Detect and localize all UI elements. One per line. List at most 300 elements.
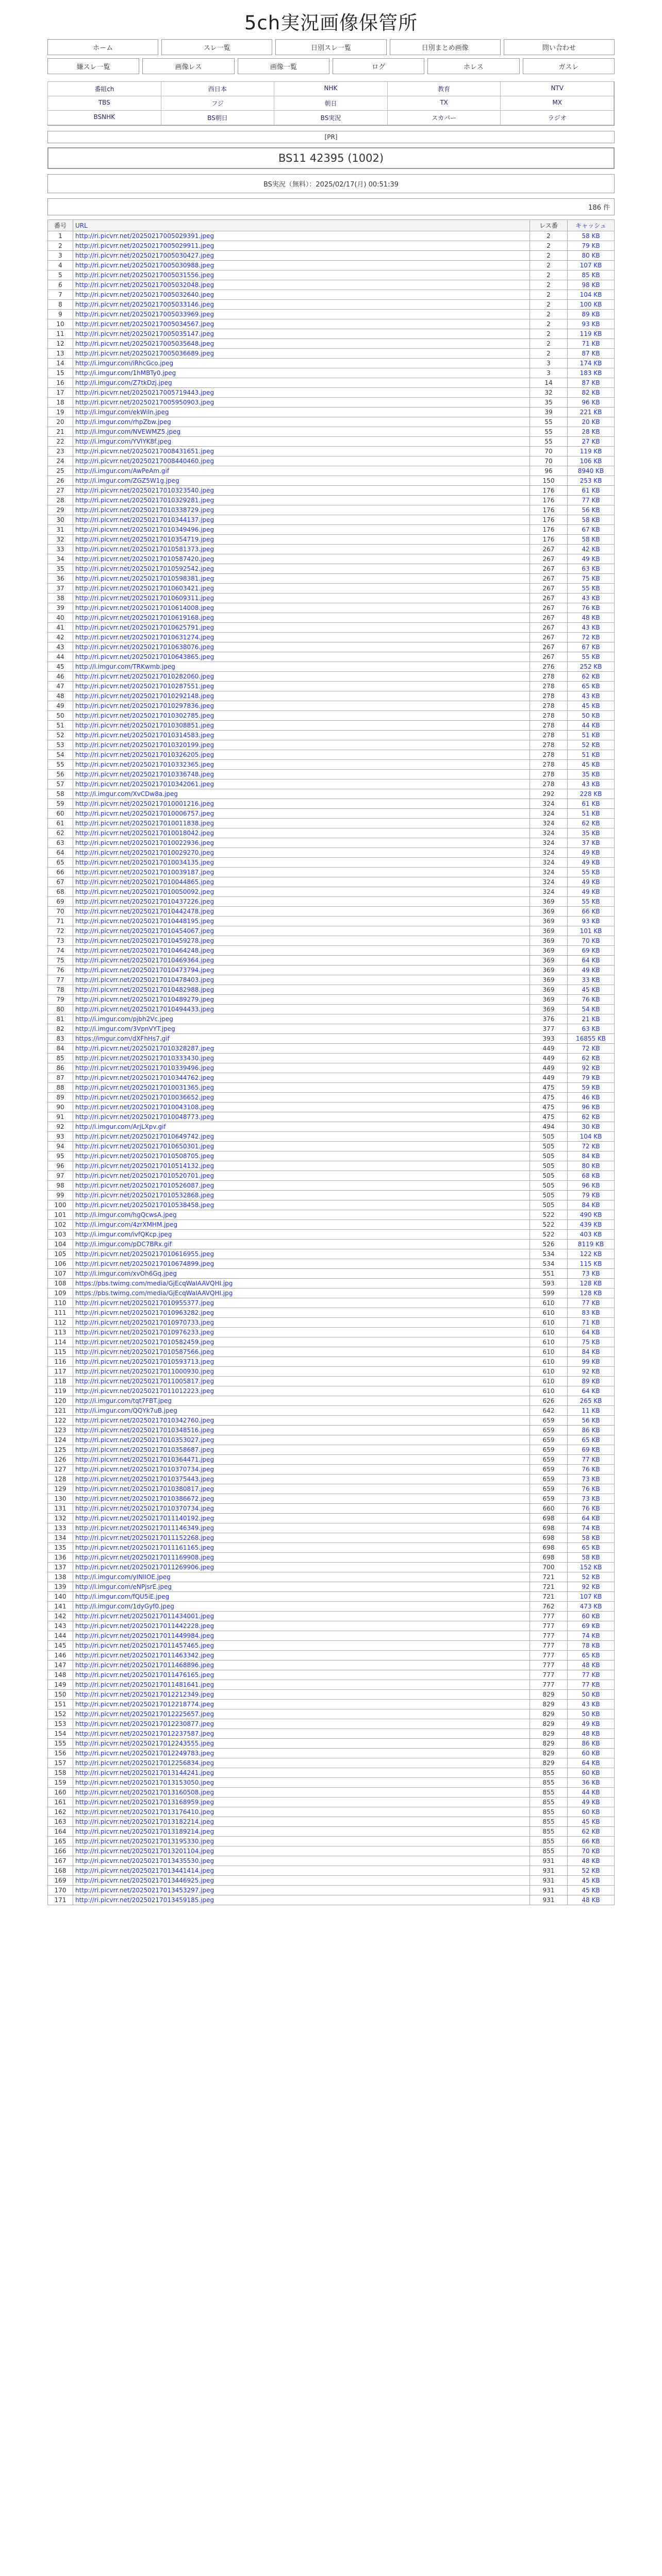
row-url[interactable]: http://ri.picvrr.net/20250217005030427.jpeg [73,251,530,261]
row-url[interactable]: http://ri.picvrr.net/20250217012212349.jpeg [73,1690,530,1700]
row-url[interactable]: http://ri.picvrr.net/20250217012243555.jpeg [73,1739,530,1749]
row-cache[interactable]: 92 KB [568,1582,615,1592]
row-url[interactable]: http://ri.picvrr.net/20250217013144241.jpeg [73,1768,530,1778]
row-cache[interactable]: 71 KB [568,339,615,349]
row-cache[interactable]: 80 KB [568,1161,615,1171]
row-cache[interactable]: 73 KB [568,1475,615,1484]
row-cache[interactable]: 56 KB [568,1416,615,1426]
row-url[interactable]: http://ri.picvrr.net/20250217010314583.jpeg [73,731,530,740]
row-url[interactable]: http://ri.picvrr.net/20250217008431651.jpeg [73,447,530,456]
row-url[interactable]: http://i.imgur.com/4zrXMHM.jpeg [73,1220,530,1230]
board-link[interactable]: フジ [161,96,275,111]
row-url[interactable]: http://ri.picvrr.net/20250217010344762.jpeg [73,1073,530,1083]
row-url[interactable]: http://ri.picvrr.net/20250217010963282.jpeg [73,1308,530,1318]
row-cache[interactable]: 87 KB [568,378,615,388]
row-cache[interactable]: 54 KB [568,1005,615,1014]
row-url[interactable]: http://ri.picvrr.net/20250217013176410.jpeg [73,1807,530,1817]
row-url[interactable]: http://ri.picvrr.net/20250217010380817.jpeg [73,1484,530,1494]
board-link[interactable]: BS実況 [274,110,388,125]
row-url[interactable]: http://ri.picvrr.net/20250217013446925.jpeg [73,1876,530,1886]
row-url[interactable]: http://ri.picvrr.net/20250217010532868.jpeg [73,1191,530,1200]
row-url[interactable]: http://ri.picvrr.net/20250217011468896.jpeg [73,1660,530,1670]
row-cache[interactable]: 49 KB [568,848,615,858]
row-cache[interactable]: 100 KB [568,300,615,310]
row-cache[interactable]: 58 KB [568,535,615,545]
row-url[interactable]: http://ri.picvrr.net/20250217010287551.jpeg [73,682,530,691]
row-url[interactable]: http://i.imgur.com/YVlYK8f.jpeg [73,437,530,447]
row-url[interactable]: http://ri.picvrr.net/20250217010459278.jpeg [73,936,530,946]
row-cache[interactable]: 76 KB [568,1465,615,1475]
row-url[interactable]: http://i.imgur.com/hgQcwsA.jpeg [73,1210,530,1220]
row-url[interactable]: http://ri.picvrr.net/20250217013153050.jpeg [73,1778,530,1788]
row-cache[interactable]: 72 KB [568,1142,615,1151]
row-url[interactable]: http://ri.picvrr.net/20250217010643865.jpeg [73,652,530,662]
board-link[interactable]: TX [387,96,501,111]
row-url[interactable]: http://i.imgur.com/xvOh6Gq.jpeg [73,1269,530,1279]
row-cache[interactable]: 60 KB [568,1612,615,1621]
row-cache[interactable]: 49 KB [568,1719,615,1729]
row-cache[interactable]: 45 KB [568,1817,615,1827]
nav2-button-3[interactable]: ログ [333,58,424,74]
row-cache[interactable]: 55 KB [568,897,615,907]
row-cache[interactable]: 50 KB [568,711,615,721]
row-cache[interactable]: 45 KB [568,1886,615,1895]
row-url[interactable]: http://ri.picvrr.net/20250217010338729.jpeg [73,505,530,515]
row-url[interactable]: http://ri.picvrr.net/20250217010478403.jpeg [73,975,530,985]
row-url[interactable]: http://ri.picvrr.net/20250217011161165.jpeg [73,1543,530,1553]
row-url[interactable]: http://i.imgur.com/rhpZbw.jpeg [73,417,530,427]
row-cache[interactable]: 33 KB [568,975,615,985]
row-url[interactable]: http://ri.picvrr.net/20250217010006757.jpeg [73,809,530,819]
row-cache[interactable]: 59 KB [568,1083,615,1093]
row-url[interactable]: http://ri.picvrr.net/20250217013201104.jpeg [73,1846,530,1856]
row-cache[interactable]: 55 KB [568,868,615,877]
row-cache[interactable]: 62 KB [568,1827,615,1837]
row-cache[interactable]: 93 KB [568,319,615,329]
row-url[interactable]: http://ri.picvrr.net/20250217010592542.jpeg [73,564,530,574]
row-url[interactable]: http://ri.picvrr.net/20250217010482988.jpeg [73,985,530,995]
board-link[interactable]: 教育 [387,81,501,96]
row-url[interactable]: http://ri.picvrr.net/20250217013453297.jpeg [73,1886,530,1895]
row-cache[interactable]: 77 KB [568,1670,615,1680]
row-cache[interactable]: 8940 KB [568,466,615,476]
row-url[interactable]: http://ri.picvrr.net/20250217012237587.jpeg [73,1729,530,1739]
row-cache[interactable]: 104 KB [568,1132,615,1142]
row-cache[interactable]: 36 KB [568,1778,615,1788]
row-cache[interactable]: 65 KB [568,682,615,691]
row-cache[interactable]: 74 KB [568,1631,615,1641]
row-cache[interactable]: 50 KB [568,1690,615,1700]
row-cache[interactable]: 45 KB [568,985,615,995]
row-cache[interactable]: 174 KB [568,359,615,368]
row-url[interactable]: http://ri.picvrr.net/20250217010603421.jpeg [73,584,530,594]
row-url[interactable]: http://ri.picvrr.net/20250217011152268.jpeg [73,1533,530,1543]
row-cache[interactable]: 46 KB [568,1093,615,1103]
row-url[interactable]: http://ri.picvrr.net/20250217010587566.jpeg [73,1347,530,1357]
row-cache[interactable]: 30 KB [568,1122,615,1132]
row-url[interactable]: http://ri.picvrr.net/20250217005719443.jpeg [73,388,530,398]
row-url[interactable]: http://ri.picvrr.net/20250217010018042.jpeg [73,828,530,838]
row-url[interactable]: http://i.imgur.com/1dyGyf0.jpeg [73,1602,530,1612]
row-cache[interactable]: 106 KB [568,456,615,466]
row-url[interactable]: http://ri.picvrr.net/20250217005029911.jpeg [73,241,530,251]
row-url[interactable]: http://ri.picvrr.net/20250217010329281.jpeg [73,496,530,505]
row-cache[interactable]: 119 KB [568,447,615,456]
row-url[interactable]: http://ri.picvrr.net/20250217010473794.jpeg [73,965,530,975]
row-url[interactable]: http://i.imgur.com/pjbh2Vc.jpeg [73,1014,530,1024]
row-cache[interactable]: 84 KB [568,1347,615,1357]
row-cache[interactable]: 52 KB [568,1866,615,1876]
nav-button-2[interactable]: 日別スレ一覧 [275,39,386,55]
row-cache[interactable]: 65 KB [568,1651,615,1660]
row-cache[interactable]: 49 KB [568,877,615,887]
row-cache[interactable]: 128 KB [568,1289,615,1298]
row-url[interactable]: http://ri.picvrr.net/20250217013441414.jpeg [73,1866,530,1876]
row-url[interactable]: http://i.imgur.com/AwPeAm.gif [73,466,530,476]
row-cache[interactable]: 58 KB [568,1533,615,1543]
row-cache[interactable]: 48 KB [568,1856,615,1866]
row-cache[interactable]: 84 KB [568,1200,615,1210]
row-cache[interactable]: 43 KB [568,779,615,789]
row-cache[interactable]: 8119 KB [568,1240,615,1249]
row-cache[interactable]: 104 KB [568,290,615,300]
row-url[interactable]: http://ri.picvrr.net/20250217010353027.jpeg [73,1435,530,1445]
row-url[interactable]: http://ri.picvrr.net/20250217010354719.jpeg [73,535,530,545]
row-url[interactable]: http://ri.picvrr.net/20250217011169908.jpeg [73,1553,530,1563]
row-url[interactable]: http://i.imgur.com/XvCDw8a.jpeg [73,789,530,799]
board-link[interactable]: BSNHK [47,110,161,125]
row-url[interactable]: http://ri.picvrr.net/20250217010514132.jpeg [73,1161,530,1171]
row-url[interactable]: http://ri.picvrr.net/20250217010326205.jpeg [73,750,530,760]
row-url[interactable]: http://ri.picvrr.net/20250217011005817.jpeg [73,1377,530,1386]
row-cache[interactable]: 43 KB [568,594,615,603]
row-cache[interactable]: 74 KB [568,1523,615,1533]
row-cache[interactable]: 152 KB [568,1563,615,1572]
row-cache[interactable]: 62 KB [568,1112,615,1122]
row-url[interactable]: http://ri.picvrr.net/20250217010034135.jpeg [73,858,530,868]
row-url[interactable]: http://ri.picvrr.net/20250217005035648.jpeg [73,339,530,349]
row-cache[interactable]: 56 KB [568,505,615,515]
row-url[interactable]: http://ri.picvrr.net/20250217010302785.jpeg [73,711,530,721]
row-url[interactable]: http://ri.picvrr.net/20250217013160508.jpeg [73,1788,530,1798]
row-cache[interactable]: 42 KB [568,545,615,554]
row-url[interactable]: http://ri.picvrr.net/20250217010332365.jpeg [73,760,530,770]
row-url[interactable]: http://ri.picvrr.net/20250217010370734.jpeg [73,1504,530,1514]
row-cache[interactable]: 75 KB [568,574,615,584]
row-url[interactable]: http://ri.picvrr.net/20250217010616955.jpeg [73,1249,530,1259]
row-url[interactable]: http://ri.picvrr.net/20250217010044865.jpeg [73,877,530,887]
row-cache[interactable]: 67 KB [568,525,615,535]
row-cache[interactable]: 64 KB [568,956,615,965]
row-url[interactable]: http://ri.picvrr.net/20250217011481641.jpeg [73,1680,530,1690]
row-url[interactable]: http://ri.picvrr.net/20250217010339496.jpeg [73,1063,530,1073]
row-cache[interactable]: 128 KB [568,1279,615,1289]
row-cache[interactable]: 77 KB [568,1680,615,1690]
row-url[interactable]: http://ri.picvrr.net/20250217010048773.jpeg [73,1112,530,1122]
row-url[interactable]: http://i.imgur.com/ArjLXpv.gif [73,1122,530,1132]
row-cache[interactable]: 70 KB [568,936,615,946]
row-url[interactable]: http://ri.picvrr.net/20250217010050092.jpeg [73,887,530,897]
row-url[interactable]: http://i.imgur.com/Z7tkDzj.jpeg [73,378,530,388]
row-url[interactable]: http://ri.picvrr.net/20250217013189214.jpeg [73,1827,530,1837]
row-url[interactable]: http://ri.picvrr.net/20250217011457465.jpeg [73,1641,530,1651]
row-cache[interactable]: 37 KB [568,838,615,848]
row-url[interactable]: http://ri.picvrr.net/20250217005035147.jpeg [73,329,530,339]
row-cache[interactable]: 84 KB [568,1151,615,1161]
row-url[interactable]: http://ri.picvrr.net/20250217010031365.jpeg [73,1083,530,1093]
row-cache[interactable]: 65 KB [568,1543,615,1553]
row-url[interactable]: https://imgur.com/dXFhHs7.gif [73,1034,530,1044]
row-cache[interactable]: 66 KB [568,1837,615,1846]
row-url[interactable]: http://ri.picvrr.net/20250217011146349.jpeg [73,1523,530,1533]
row-cache[interactable]: 115 KB [568,1259,615,1269]
row-cache[interactable]: 48 KB [568,1729,615,1739]
row-url[interactable]: http://ri.picvrr.net/20250217005032048.jpeg [73,280,530,290]
nav-button-3[interactable]: 日別まとめ画像 [390,39,501,55]
row-url[interactable]: http://ri.picvrr.net/20250217005036689.jpeg [73,349,530,359]
row-cache[interactable]: 85 KB [568,270,615,280]
row-url[interactable]: http://i.imgur.com/iRhcGco.jpeg [73,359,530,368]
row-cache[interactable]: 69 KB [568,1621,615,1631]
row-url[interactable]: http://ri.picvrr.net/20250217010614008.jpeg [73,603,530,613]
row-url[interactable]: http://ri.picvrr.net/20250217010039187.jpeg [73,868,530,877]
row-url[interactable]: http://ri.picvrr.net/20250217010370734.jpeg [73,1465,530,1475]
row-cache[interactable]: 27 KB [568,437,615,447]
row-url[interactable]: http://ri.picvrr.net/20250217010494433.jpeg [73,1005,530,1014]
row-cache[interactable]: 51 KB [568,731,615,740]
row-url[interactable]: http://i.imgur.com/NVEWMZ5.jpeg [73,427,530,437]
row-url[interactable]: http://ri.picvrr.net/20250217005030988.jpeg [73,261,530,270]
board-link[interactable]: 番組ch [47,81,161,96]
row-cache[interactable]: 82 KB [568,388,615,398]
row-cache[interactable]: 64 KB [568,1386,615,1396]
row-cache[interactable]: 473 KB [568,1602,615,1612]
row-cache[interactable]: 72 KB [568,1044,615,1054]
row-cache[interactable]: 48 KB [568,1895,615,1905]
row-url[interactable]: http://ri.picvrr.net/20250217010364471.jpeg [73,1455,530,1465]
row-url[interactable]: https://pbs.twimg.com/media/GjEcqWaIAAVQHI.jpg [73,1289,530,1298]
row-url[interactable]: http://ri.picvrr.net/20250217010442478.jpeg [73,907,530,917]
row-cache[interactable]: 92 KB [568,1063,615,1073]
nav2-button-5[interactable]: ガスレ [523,58,615,74]
row-cache[interactable]: 78 KB [568,1641,615,1651]
row-cache[interactable]: 71 KB [568,1318,615,1328]
row-cache[interactable]: 80 KB [568,251,615,261]
row-url[interactable]: http://ri.picvrr.net/20250217010593713.jpeg [73,1357,530,1367]
row-url[interactable]: http://ri.picvrr.net/20250217010336748.jpeg [73,770,530,779]
nav2-button-2[interactable]: 画像一覧 [238,58,329,74]
row-cache[interactable]: 92 KB [568,1367,615,1377]
row-url[interactable]: http://ri.picvrr.net/20250217010029270.jpeg [73,848,530,858]
row-cache[interactable]: 72 KB [568,633,615,642]
row-url[interactable]: http://i.imgur.com/tqt7FBT.jpeg [73,1396,530,1406]
row-url[interactable]: http://ri.picvrr.net/20250217013435530.jpeg [73,1856,530,1866]
row-url[interactable]: http://ri.picvrr.net/20250217010976233.jpeg [73,1328,530,1337]
row-url[interactable]: http://ri.picvrr.net/20250217012249783.jpeg [73,1749,530,1758]
row-url[interactable]: http://ri.picvrr.net/20250217010638076.jpeg [73,642,530,652]
row-cache[interactable]: 58 KB [568,1553,615,1563]
row-url[interactable]: http://ri.picvrr.net/20250217011449984.jpeg [73,1631,530,1641]
row-url[interactable]: http://ri.picvrr.net/20250217010625791.jpeg [73,623,530,633]
nav-button-0[interactable]: ホーム [47,39,158,55]
row-url[interactable]: http://ri.picvrr.net/20250217013168959.jpeg [73,1798,530,1807]
row-cache[interactable]: 55 KB [568,584,615,594]
row-url[interactable]: http://ri.picvrr.net/20250217010598381.jpeg [73,574,530,584]
row-url[interactable]: http://ri.picvrr.net/20250217010022936.jpeg [73,838,530,848]
row-url[interactable]: http://ri.picvrr.net/20250217010674899.jpeg [73,1259,530,1269]
row-url[interactable]: http://ri.picvrr.net/20250217012225657.jpeg [73,1709,530,1719]
row-cache[interactable]: 61 KB [568,799,615,809]
row-cache[interactable]: 228 KB [568,789,615,799]
row-url[interactable]: http://ri.picvrr.net/20250217010297836.jpeg [73,701,530,711]
row-cache[interactable]: 89 KB [568,1377,615,1386]
row-url[interactable]: http://ri.picvrr.net/20250217010437226.jpeg [73,897,530,907]
row-cache[interactable]: 76 KB [568,603,615,613]
row-cache[interactable]: 99 KB [568,1357,615,1367]
row-cache[interactable]: 51 KB [568,809,615,819]
row-url[interactable]: http://ri.picvrr.net/20250217012256834.jpeg [73,1758,530,1768]
row-cache[interactable]: 49 KB [568,1798,615,1807]
row-cache[interactable]: 48 KB [568,613,615,623]
row-cache[interactable]: 107 KB [568,1592,615,1602]
row-url[interactable]: http://ri.picvrr.net/20250217012218774.jpeg [73,1700,530,1709]
row-cache[interactable]: 64 KB [568,1758,615,1768]
row-cache[interactable]: 89 KB [568,310,615,319]
row-url[interactable]: http://ri.picvrr.net/20250217010631274.jpeg [73,633,530,642]
row-cache[interactable]: 50 KB [568,1709,615,1719]
row-cache[interactable]: 86 KB [568,1426,615,1435]
row-cache[interactable]: 43 KB [568,691,615,701]
row-url[interactable]: http://ri.picvrr.net/20250217005034567.jpeg [73,319,530,329]
row-url[interactable]: http://ri.picvrr.net/20250217010344137.jpeg [73,515,530,525]
row-url[interactable]: http://ri.picvrr.net/20250217013459185.jpeg [73,1895,530,1905]
row-cache[interactable]: 62 KB [568,1054,615,1063]
row-cache[interactable]: 49 KB [568,554,615,564]
row-cache[interactable]: 44 KB [568,721,615,731]
row-url[interactable]: http://i.imgur.com/QQYk7uB.jpeg [73,1406,530,1416]
row-cache[interactable]: 62 KB [568,672,615,682]
row-cache[interactable]: 68 KB [568,1171,615,1181]
row-url[interactable]: http://ri.picvrr.net/20250217010342760.jpeg [73,1416,530,1426]
row-url[interactable]: http://ri.picvrr.net/20250217010328287.jpeg [73,1044,530,1054]
row-cache[interactable]: 79 KB [568,1191,615,1200]
row-url[interactable]: http://ri.picvrr.net/20250217012230877.jpeg [73,1719,530,1729]
row-cache[interactable]: 79 KB [568,241,615,251]
row-url[interactable]: http://ri.picvrr.net/20250217005950903.jpeg [73,398,530,408]
row-url[interactable]: http://ri.picvrr.net/20250217005031556.jpeg [73,270,530,280]
row-cache[interactable]: 122 KB [568,1249,615,1259]
row-url[interactable]: http://ri.picvrr.net/20250217010282060.jpeg [73,672,530,682]
row-cache[interactable]: 65 KB [568,1435,615,1445]
row-cache[interactable]: 265 KB [568,1396,615,1406]
row-cache[interactable]: 55 KB [568,652,615,662]
row-url[interactable]: http://ri.picvrr.net/20250217010043108.jpeg [73,1103,530,1112]
row-cache[interactable]: 96 KB [568,1181,615,1191]
row-url[interactable]: http://i.imgur.com/ZGZ5W1g.jpeg [73,476,530,486]
row-cache[interactable]: 45 KB [568,1876,615,1886]
row-cache[interactable]: 75 KB [568,1337,615,1347]
row-cache[interactable]: 35 KB [568,770,615,779]
row-cache[interactable]: 43 KB [568,623,615,633]
row-url[interactable]: http://ri.picvrr.net/20250217010619168.jpeg [73,613,530,623]
row-url[interactable]: http://i.imgur.com/yINlIOE.jpeg [73,1572,530,1582]
row-cache[interactable]: 60 KB [568,1768,615,1778]
row-cache[interactable]: 49 KB [568,965,615,975]
row-cache[interactable]: 73 KB [568,1494,615,1504]
row-url[interactable]: http://ri.picvrr.net/20250217010609311.jpeg [73,594,530,603]
row-url[interactable]: http://ri.picvrr.net/20250217010358687.jpeg [73,1445,530,1455]
row-cache[interactable]: 77 KB [568,1298,615,1308]
row-url[interactable]: http://ri.picvrr.net/20250217010448195.jpeg [73,917,530,926]
row-cache[interactable]: 11 KB [568,1406,615,1416]
row-url[interactable]: http://ri.picvrr.net/20250217010587420.jpeg [73,554,530,564]
row-cache[interactable]: 61 KB [568,486,615,496]
row-url[interactable]: http://ri.picvrr.net/20250217010349496.jpeg [73,525,530,535]
row-cache[interactable]: 67 KB [568,642,615,652]
row-url[interactable]: http://i.imgur.com/ekWiln.jpeg [73,408,530,417]
nav-button-1[interactable]: スレ一覧 [161,39,272,55]
row-cache[interactable]: 73 KB [568,1269,615,1279]
row-cache[interactable]: 49 KB [568,887,615,897]
row-cache[interactable]: 83 KB [568,1308,615,1318]
row-cache[interactable]: 58 KB [568,231,615,241]
row-cache[interactable]: 44 KB [568,1788,615,1798]
row-cache[interactable]: 64 KB [568,1328,615,1337]
row-cache[interactable]: 20 KB [568,417,615,427]
row-cache[interactable]: 101 KB [568,926,615,936]
row-cache[interactable]: 45 KB [568,760,615,770]
row-url[interactable]: http://ri.picvrr.net/20250217010454067.jpeg [73,926,530,936]
nav2-button-0[interactable]: 嫌スレ一覧 [47,58,139,74]
row-cache[interactable]: 86 KB [568,1739,615,1749]
row-url[interactable]: http://ri.picvrr.net/20250217010649742.jpeg [73,1132,530,1142]
row-cache[interactable]: 403 KB [568,1230,615,1240]
nav-button-4[interactable]: 問い合わせ [504,39,615,55]
row-url[interactable]: http://ri.picvrr.net/20250217010955377.jpeg [73,1298,530,1308]
row-cache[interactable]: 93 KB [568,917,615,926]
row-cache[interactable]: 107 KB [568,261,615,270]
row-cache[interactable]: 49 KB [568,858,615,868]
row-url[interactable]: https://pbs.twimg.com/media/GjEcqWaIAAVQHI.jpg [73,1279,530,1289]
row-url[interactable]: http://ri.picvrr.net/20250217010001216.jpeg [73,799,530,809]
row-url[interactable]: http://ri.picvrr.net/20250217011269906.jpeg [73,1563,530,1572]
row-cache[interactable]: 183 KB [568,368,615,378]
row-cache[interactable]: 252 KB [568,662,615,672]
row-url[interactable]: http://ri.picvrr.net/20250217010469364.jpeg [73,956,530,965]
row-cache[interactable]: 52 KB [568,740,615,750]
row-url[interactable]: http://i.imgur.com/TRKwmb.jpeg [73,662,530,672]
row-cache[interactable]: 60 KB [568,1749,615,1758]
row-url[interactable]: http://ri.picvrr.net/20250217010333430.jpeg [73,1054,530,1063]
row-cache[interactable]: 96 KB [568,398,615,408]
row-url[interactable]: http://ri.picvrr.net/20250217008440460.jpeg [73,456,530,466]
row-url[interactable]: http://ri.picvrr.net/20250217010323540.jpeg [73,486,530,496]
row-url[interactable]: http://i.imgur.com/eNPjsrE.jpeg [73,1582,530,1592]
nav2-button-1[interactable]: 画像レス [142,58,234,74]
row-url[interactable]: http://ri.picvrr.net/20250217010489279.jpeg [73,995,530,1005]
row-url[interactable]: http://ri.picvrr.net/20250217010650301.jpeg [73,1142,530,1151]
row-cache[interactable]: 96 KB [568,1103,615,1112]
row-url[interactable]: http://ri.picvrr.net/20250217011463342.jpeg [73,1651,530,1660]
board-link[interactable]: スカパー [387,110,501,125]
board-link[interactable]: ラジオ [500,110,614,125]
row-cache[interactable]: 221 KB [568,408,615,417]
row-url[interactable]: http://ri.picvrr.net/20250217005029391.jpeg [73,231,530,241]
row-cache[interactable]: 69 KB [568,946,615,956]
row-cache[interactable]: 87 KB [568,349,615,359]
row-url[interactable]: http://ri.picvrr.net/20250217011000930.jpeg [73,1367,530,1377]
row-cache[interactable]: 63 KB [568,1024,615,1034]
